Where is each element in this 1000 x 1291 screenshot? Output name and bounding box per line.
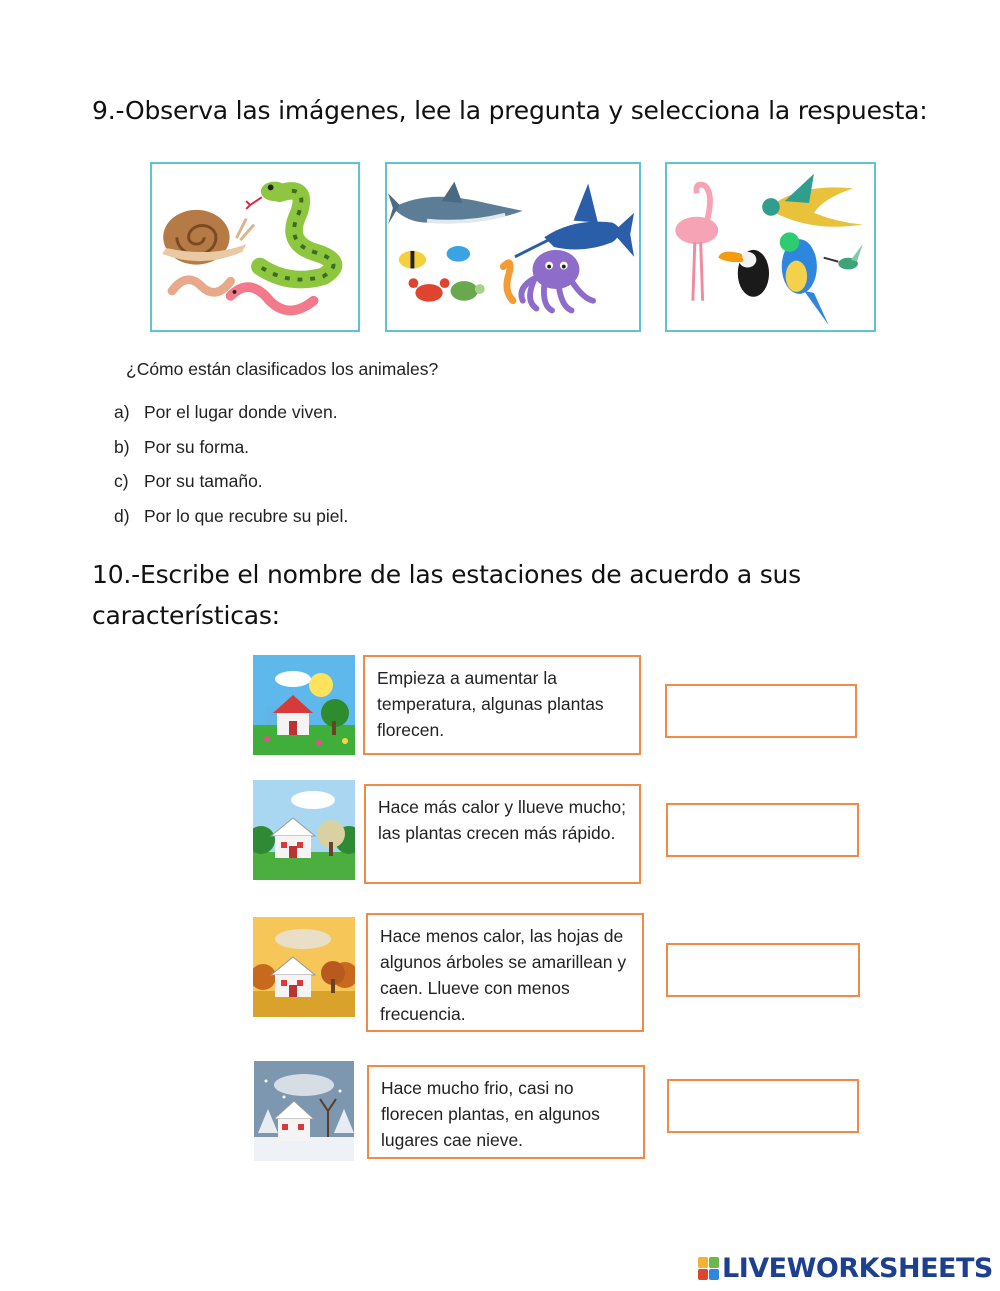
birds-panel — [665, 162, 876, 332]
option-d[interactable] — [114, 502, 348, 537]
spring-description-box — [363, 655, 641, 755]
autumn-description-box — [366, 913, 644, 1032]
winter-answer-input[interactable] — [667, 1079, 859, 1133]
summer-answer-input[interactable] — [666, 803, 859, 857]
spring-answer-input[interactable] — [665, 684, 857, 738]
logo-text: LIVEWORKSHEETS — [722, 1253, 993, 1284]
option-text: Por lo que recubre su piel. — [144, 505, 349, 526]
winter-season-icon — [254, 1061, 354, 1161]
liveworksheets-logo — [698, 1253, 993, 1284]
option-b[interactable] — [114, 433, 348, 468]
question-9-title: 9.-Observa las imágenes, lee la pregunta y selecciona la respuesta: — [92, 96, 928, 125]
autumn-answer-input[interactable] — [666, 943, 860, 997]
option-a[interactable] — [114, 398, 348, 433]
logo-mark-icon — [698, 1257, 719, 1280]
option-letter: c) — [114, 471, 129, 491]
question-9-options — [114, 398, 348, 536]
option-text: Por su forma. — [144, 436, 250, 457]
option-letter: b) — [114, 436, 130, 457]
description-text: Empieza a aumentar la temperatura, algunas plantas florecen. — [377, 668, 604, 740]
description-text: Hace menos calor, las hojas de algunos árboles se amarillean y caen. Llueve con menos frecuencia. — [380, 926, 627, 1024]
spring-season-icon — [253, 655, 355, 755]
birds-illustration — [667, 164, 874, 330]
option-c[interactable] — [114, 467, 348, 502]
option-letter: d) — [114, 505, 130, 526]
option-letter: a) — [114, 402, 130, 422]
summer-description-box — [364, 784, 641, 884]
summer-season-icon — [253, 780, 355, 880]
option-text: Por el lugar donde viven. — [144, 402, 338, 422]
description-text: Hace más calor y llueve mucho; las plantas crecen más rápido. — [378, 797, 627, 843]
land-animals-illustration — [152, 164, 358, 330]
question-10-title: 10.-Escribe el nombre de las estaciones de acuerdo a sus características: — [92, 560, 802, 630]
question-9-prompt: ¿Cómo están clasificados los animales? — [126, 359, 439, 379]
option-text: Por su tamaño. — [144, 471, 263, 491]
land-animals-panel — [150, 162, 360, 332]
sea-animals-illustration — [387, 164, 639, 330]
description-text: Hace mucho frio, casi no florecen plantas, en algunos lugares cae nieve. — [381, 1078, 600, 1150]
winter-description-box — [367, 1065, 645, 1159]
sea-animals-panel — [385, 162, 641, 332]
autumn-season-icon — [253, 917, 355, 1017]
